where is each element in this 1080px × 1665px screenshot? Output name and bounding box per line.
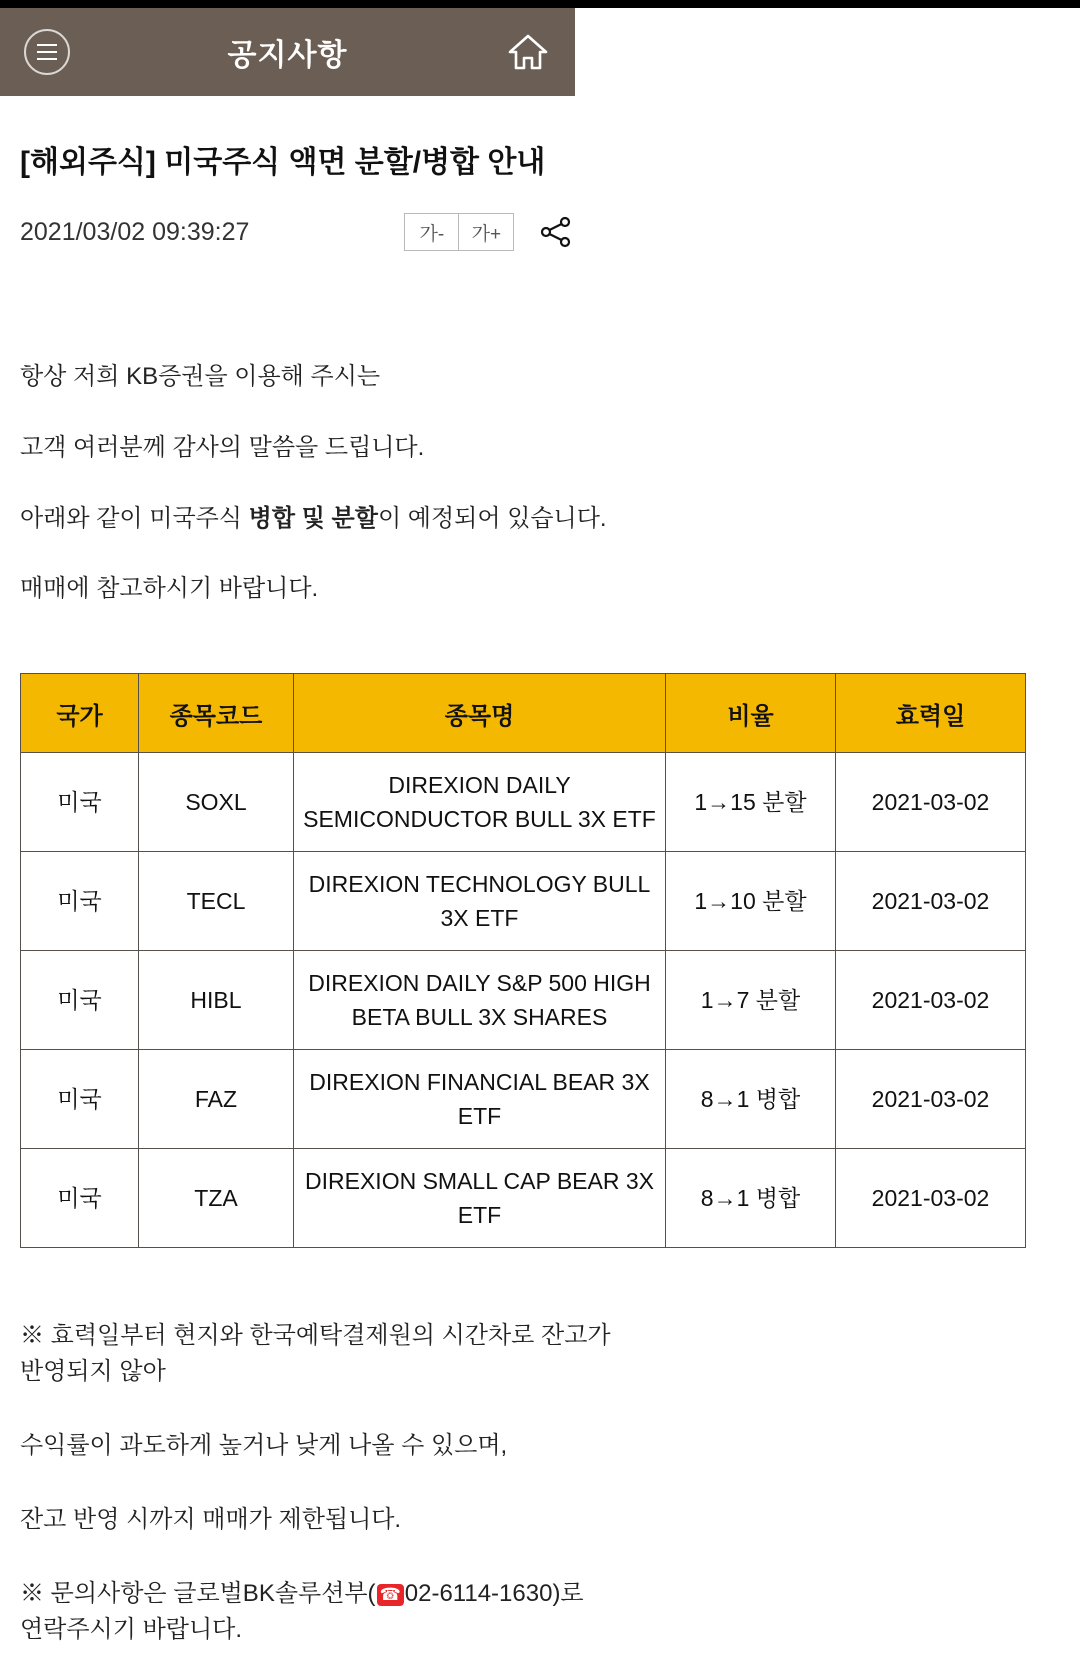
font-size-controls bbox=[404, 213, 514, 251]
telephone-icon: ☎ bbox=[377, 1584, 404, 1606]
table-header-row bbox=[21, 674, 1026, 753]
table-cell-date: 2021-03-02 bbox=[836, 852, 1026, 951]
table-cell-name: DIREXION SMALL CAP BEAR 3X ETF bbox=[294, 1149, 666, 1248]
table-header-cell: 비율 bbox=[666, 674, 836, 753]
share-icon[interactable] bbox=[536, 212, 576, 252]
table-cell-ratio: 1→10 분할 bbox=[666, 852, 836, 951]
table-row bbox=[21, 852, 1026, 951]
note-contact-phone: 02-6114-1630 bbox=[404, 1580, 553, 1608]
table-cell-date: 2021-03-02 bbox=[836, 753, 1026, 852]
font-decrease-button[interactable]: 가- bbox=[404, 213, 459, 251]
body-paragraph: 고객 여러분께 감사의 말씀을 드립니다. bbox=[20, 433, 425, 461]
body-paragraph-highlight bbox=[20, 502, 1060, 537]
article-timestamp: 2021/03/02 09:39:27 bbox=[20, 217, 250, 246]
hamburger-menu-icon[interactable] bbox=[24, 29, 70, 75]
article-container bbox=[0, 143, 1080, 1648]
table-cell-name: DIREXION FINANCIAL BEAR 3X ETF bbox=[294, 1050, 666, 1149]
article-title: [해외주식] 미국주식 액면 분할/병합 안내 bbox=[20, 146, 546, 179]
table-cell-date: 2021-03-02 bbox=[836, 951, 1026, 1050]
table-header-cell: 국가 bbox=[21, 674, 139, 753]
note-yield: 수익률이 과도하게 높거나 낮게 나올 수 있으며, bbox=[20, 1432, 508, 1460]
table-cell-country: 미국 bbox=[21, 951, 139, 1050]
table-row bbox=[21, 1149, 1026, 1248]
note-contact bbox=[20, 1576, 1060, 1648]
note-line: 반영되지 않아 bbox=[20, 1358, 166, 1386]
article-meta-row bbox=[20, 212, 1060, 252]
highlight-before: 아래와 같이 미국주식 bbox=[20, 504, 249, 532]
body-paragraph: 항상 저희 KB증권을 이용해 주시는 bbox=[20, 363, 381, 390]
table-cell-code: TZA bbox=[139, 1149, 294, 1248]
table-cell-ratio: 1→15 분할 bbox=[666, 753, 836, 852]
table-cell-date: 2021-03-02 bbox=[836, 1149, 1026, 1248]
highlight-bold: 병합 및 분할 bbox=[248, 504, 378, 532]
table-cell-name: DIREXION DAILY SEMICONDUCTOR BULL 3X ETF bbox=[294, 753, 666, 852]
table-cell-country: 미국 bbox=[21, 852, 139, 951]
table-row bbox=[21, 951, 1026, 1050]
body-paragraph: 매매에 참고하시기 바랍니다. bbox=[20, 575, 319, 603]
table-cell-code: TECL bbox=[139, 852, 294, 951]
app-header bbox=[0, 8, 575, 96]
footer-notes bbox=[20, 1318, 1060, 1648]
note-timing bbox=[20, 1318, 1060, 1390]
table-cell-name: DIREXION DAILY S&P 500 HIGH BETA BULL 3X SHARES bbox=[294, 951, 666, 1050]
note-line: ※ 효력일부터 현지와 한국예탁결제원의 시간차로 잔고가 bbox=[20, 1322, 611, 1350]
page-title: 공지사항 bbox=[227, 39, 348, 72]
table-header-cell: 효력일 bbox=[836, 674, 1026, 753]
table-cell-code: SOXL bbox=[139, 753, 294, 852]
highlight-after: 이 예정되어 있습니다. bbox=[377, 504, 607, 532]
note-contact-suffix: )로 bbox=[552, 1580, 584, 1608]
font-increase-button[interactable]: 가+ bbox=[459, 213, 514, 251]
table-cell-country: 미국 bbox=[21, 1149, 139, 1248]
table-cell-code: FAZ bbox=[139, 1050, 294, 1149]
table-cell-ratio: 1→7 분할 bbox=[666, 951, 836, 1050]
status-bar-strip bbox=[0, 0, 1080, 8]
table-cell-ratio: 8→1 병합 bbox=[666, 1149, 836, 1248]
table-cell-ratio: 8→1 병합 bbox=[666, 1050, 836, 1149]
table-cell-code: HIBL bbox=[139, 951, 294, 1050]
home-icon[interactable] bbox=[505, 29, 551, 75]
table-cell-country: 미국 bbox=[21, 753, 139, 852]
table-cell-name: DIREXION TECHNOLOGY BULL 3X ETF bbox=[294, 852, 666, 951]
note-trading-restriction: 잔고 반영 시까지 매매가 제한됩니다. bbox=[20, 1506, 402, 1534]
split-merge-table bbox=[20, 673, 1026, 1248]
table-header-cell: 종목코드 bbox=[139, 674, 294, 753]
table-row bbox=[21, 753, 1026, 852]
article-body bbox=[20, 360, 1060, 607]
note-contact-prefix: ※ 문의사항은 글로벌BK솔루션부( bbox=[20, 1580, 376, 1608]
table-header-cell: 종목명 bbox=[294, 674, 666, 753]
table-cell-date: 2021-03-02 bbox=[836, 1050, 1026, 1149]
table-cell-country: 미국 bbox=[21, 1050, 139, 1149]
note-contact-line2: 연락주시기 바랍니다. bbox=[20, 1616, 242, 1644]
table-row bbox=[21, 1050, 1026, 1149]
